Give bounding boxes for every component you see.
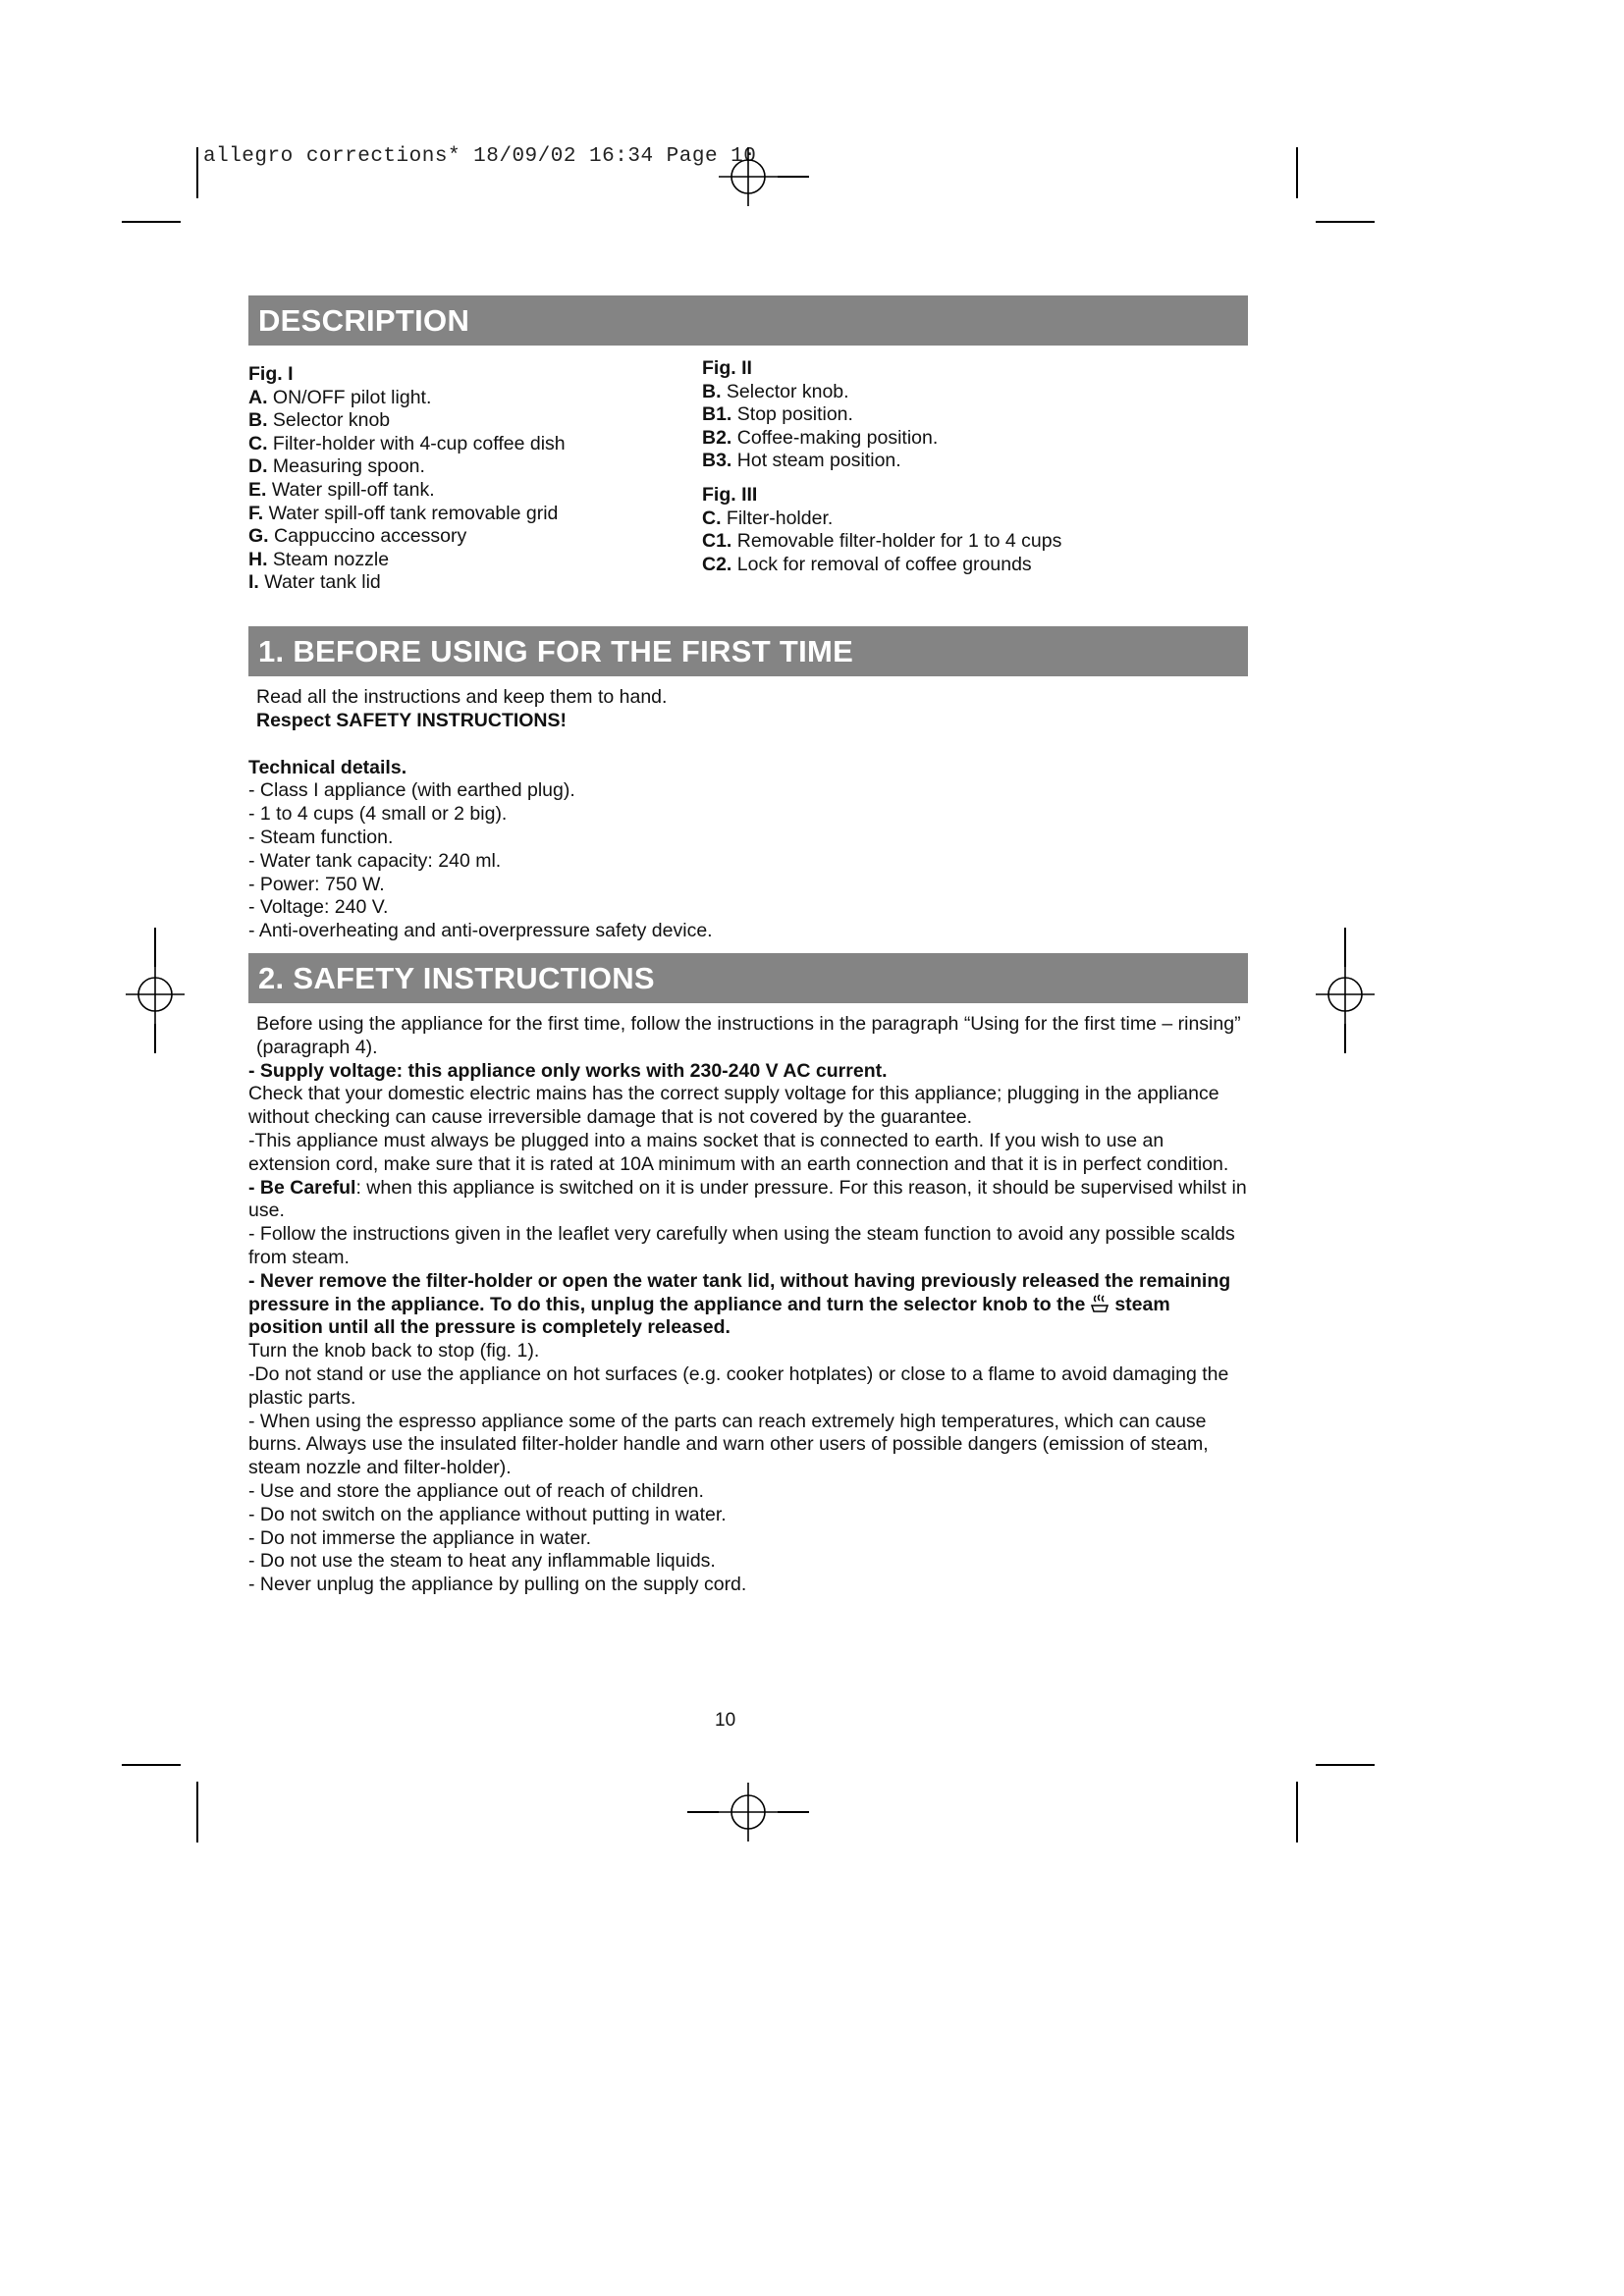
page-number: 10 xyxy=(715,1710,736,1731)
registration-mark-icon xyxy=(126,965,185,1024)
list-item: D. Measuring spoon. xyxy=(248,455,425,478)
safety-body xyxy=(248,1013,1248,1597)
list-item: E. Water spill-off tank. xyxy=(248,478,435,501)
safety-paragraph: Before using the appliance for the first time, follow the instructions in the paragraph “Using for the first time – rinsing” (paragraph 4). xyxy=(256,1013,1241,1058)
crop-mark xyxy=(154,928,156,967)
crop-mark xyxy=(1316,221,1375,223)
crop-mark xyxy=(778,1811,809,1813)
list-item: H. Steam nozzle xyxy=(248,548,390,570)
crop-mark xyxy=(122,1764,181,1766)
registration-mark-icon xyxy=(1316,965,1375,1024)
crop-mark xyxy=(154,1024,156,1053)
list-item: - Power: 750 W. xyxy=(248,873,385,895)
crop-mark xyxy=(1296,147,1298,198)
safety-paragraph: - Use and store the appliance out of reach of children. xyxy=(248,1479,704,1502)
safety-paragraph: - Be Careful: when this appliance is switched on it is under pressure. For this reason, it should be supervised whilst in use. xyxy=(248,1176,1247,1222)
fig-ii-title: Fig. II xyxy=(702,357,752,379)
fig-iii-title: Fig. III xyxy=(702,483,758,506)
crop-mark xyxy=(1296,1782,1298,1842)
list-item: I. Water tank lid xyxy=(248,571,381,594)
crop-mark xyxy=(1316,1764,1375,1766)
safety-paragraph: -This appliance must always be plugged into a mains socket that is connected to earth. If you wish to use an extension cord, make sure that it is rated at 10A minimum with an earth connection and that it is in perfect condition. xyxy=(248,1129,1229,1175)
crop-mark xyxy=(122,221,181,223)
safety-paragraph: Turn the knob back to stop (fig. 1). xyxy=(248,1340,540,1362)
list-item: C. Filter-holder. xyxy=(702,507,834,529)
crop-mark xyxy=(1344,1024,1346,1053)
list-item: - Water tank capacity: 240 ml. xyxy=(248,849,502,872)
crop-mark xyxy=(687,1811,719,1813)
intro-text: Read all the instructions and keep them to hand. xyxy=(256,686,668,708)
safety-paragraph: - Do not immerse the appliance in water. xyxy=(248,1526,592,1549)
list-item: - 1 to 4 cups (4 small or 2 big). xyxy=(248,803,508,826)
list-item: B3. Hot steam position. xyxy=(702,450,901,472)
fig-i-list xyxy=(248,363,566,595)
fig-i-title: Fig. I xyxy=(248,363,294,385)
safety-paragraph: - Never unplug the appliance by pulling on the supply cord. xyxy=(248,1574,747,1596)
fig-ii-list xyxy=(702,357,1061,576)
list-item: B1. Stop position. xyxy=(702,403,853,426)
list-item: B. Selector knob. xyxy=(702,380,849,402)
pressure-warning: - Never remove the filter-holder or open the water tank lid, without having previously released the remaining pressure in the appliance. To do this, unplug the appliance and turn the selector knob to the steam position until all the pressure is completely released. xyxy=(248,1269,1231,1339)
list-item: F. Water spill-off tank removable grid xyxy=(248,502,559,524)
safety-paragraph: - Follow the instructions given in the leaflet very carefully when using the steam function to avoid any possible scalds from steam. xyxy=(248,1223,1235,1268)
supply-voltage-note: - Supply voltage: this appliance only works with 230-240 V AC current. xyxy=(248,1059,888,1082)
safety-paragraph: - When using the espresso appliance some of the parts can reach extremely high temperatures, which can cause burns. Always use the insulated filter-holder handle and warn other users of possible dangers (emission of steam, steam nozzle and filter-holder). xyxy=(248,1410,1209,1479)
list-item: A. ON/OFF pilot light. xyxy=(248,386,432,408)
crop-mark xyxy=(196,147,198,198)
crop-mark xyxy=(196,1782,198,1842)
list-item: - Anti-overheating and anti-overpressure safety device. xyxy=(248,920,713,942)
crop-mark xyxy=(778,176,809,178)
list-item: - Class I appliance (with earthed plug). xyxy=(248,779,575,802)
respect-note: Respect SAFETY INSTRUCTIONS! xyxy=(256,709,568,731)
tech-details-title: Technical details. xyxy=(248,756,407,778)
list-item: - Steam function. xyxy=(248,826,394,848)
before-using-body xyxy=(248,686,1248,943)
safety-paragraph: Check that your domestic electric mains has the correct supply voltage for this appliance; plugging in the appliance without checking can cause irreversible damage that is not covered by the guarantee. xyxy=(248,1083,1219,1129)
safety-paragraph: - Do not switch on the appliance without putting in water. xyxy=(248,1503,727,1525)
registration-mark-icon xyxy=(719,147,778,206)
list-item: B. Selector knob xyxy=(248,409,391,432)
list-item: C1. Removable filter-holder for 1 to 4 cups xyxy=(702,530,1062,553)
registration-mark-icon xyxy=(719,1783,778,1842)
list-item: - Voltage: 240 V. xyxy=(248,896,389,919)
list-item: C. Filter-holder with 4-cup coffee dish xyxy=(248,432,566,454)
safety-paragraph: - Do not use the steam to heat any inflammable liquids. xyxy=(248,1550,716,1573)
steam-icon xyxy=(1089,1294,1110,1313)
list-item: B2. Coffee-making position. xyxy=(702,426,939,449)
safety-paragraph: -Do not stand or use the appliance on hot surfaces (e.g. cooker hotplates) or close to a flame to avoid damaging the plastic parts. xyxy=(248,1362,1229,1409)
list-item: C2. Lock for removal of coffee grounds xyxy=(702,553,1032,575)
list-item: G. Cappuccino accessory xyxy=(248,525,467,548)
section-heading-before-using: 1. BEFORE USING FOR THE FIRST TIME xyxy=(248,626,1248,676)
section-heading-description: DESCRIPTION xyxy=(248,295,1248,346)
crop-mark xyxy=(1344,928,1346,967)
print-slug: allegro corrections* 18/09/02 16:34 Page 10 xyxy=(203,145,757,168)
section-heading-safety: 2. SAFETY INSTRUCTIONS xyxy=(248,953,1248,1003)
